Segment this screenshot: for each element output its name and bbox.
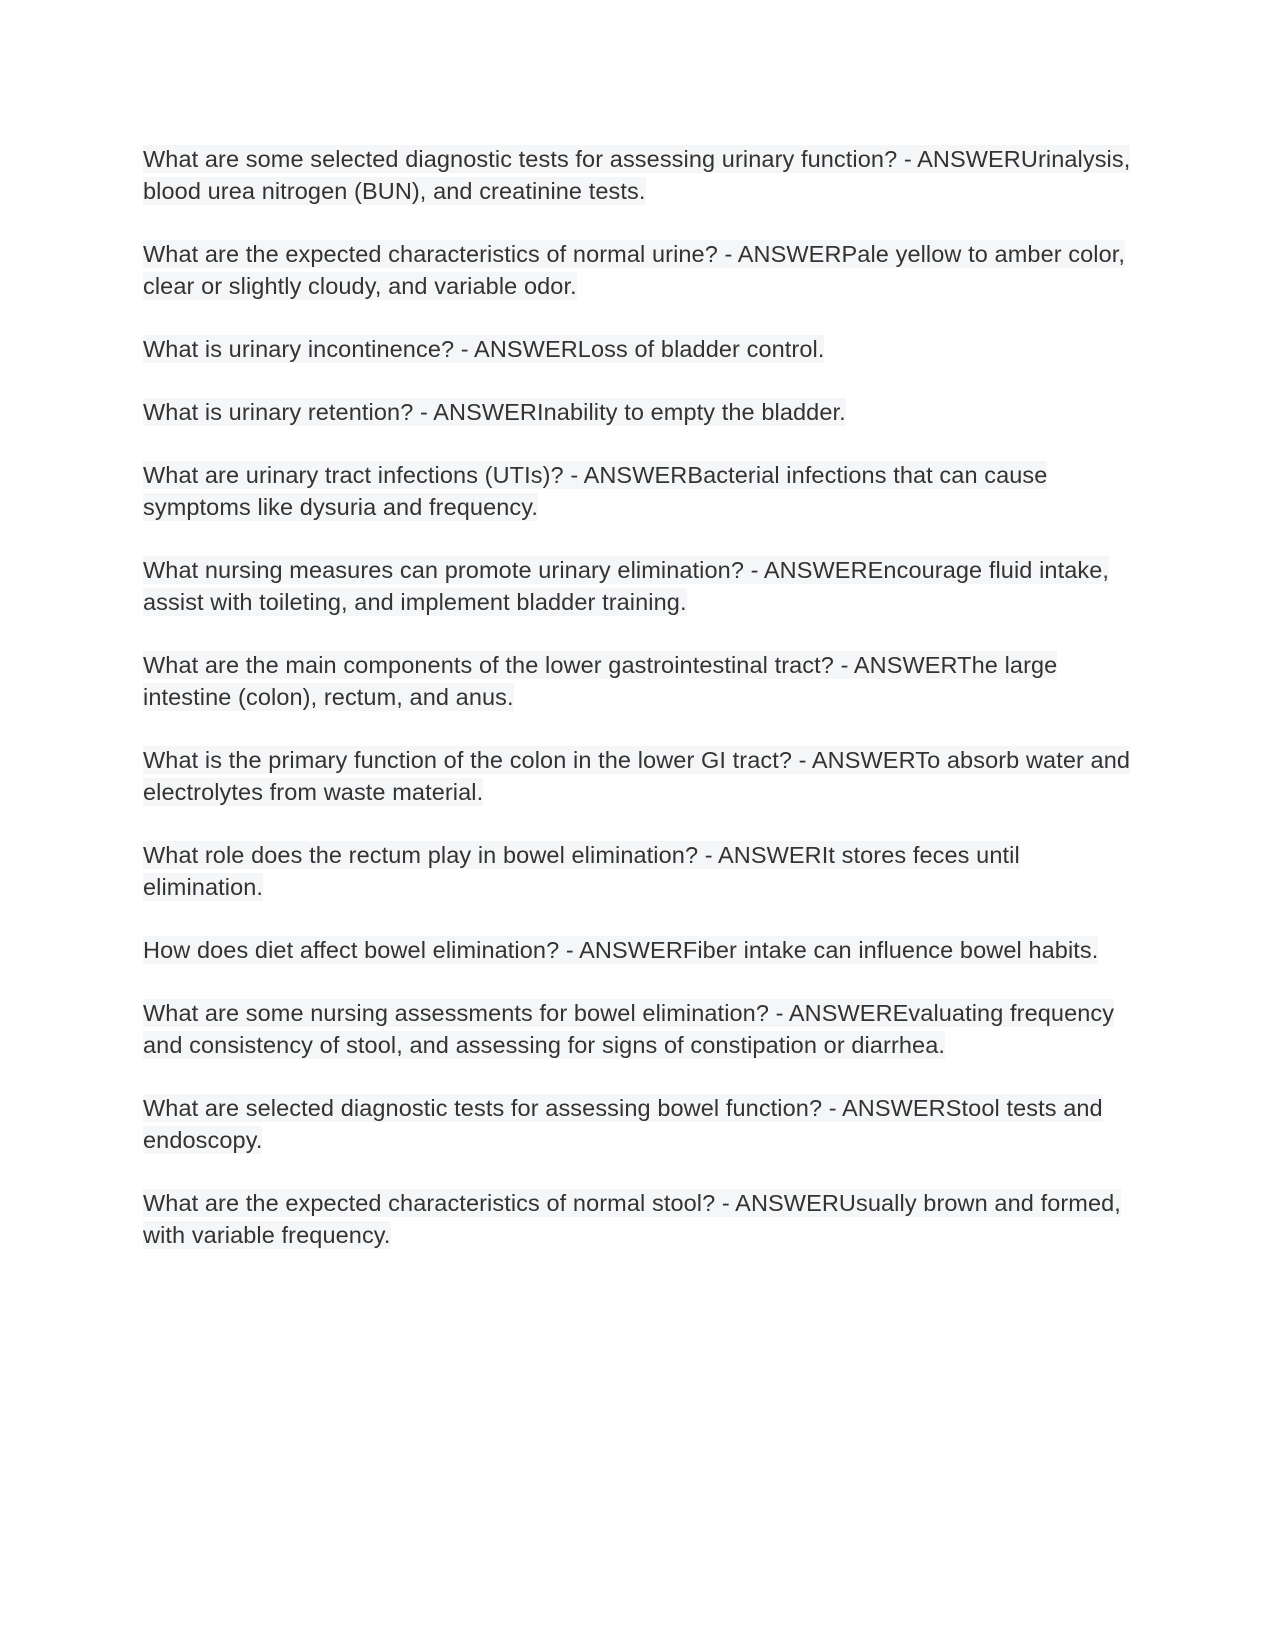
- qa-paragraph: [143, 554, 1135, 618]
- qa-paragraph: [143, 997, 1135, 1061]
- qa-paragraph: [143, 839, 1135, 903]
- qa-text: What role does the rectum play in bowel elimination? - ANSWERIt stores feces until elimination.: [143, 842, 1020, 900]
- qa-text: What are selected diagnostic tests for assessing bowel function? - ANSWERStool tests and endoscopy.: [143, 1095, 1103, 1153]
- qa-paragraph: [143, 649, 1135, 713]
- qa-text: What is urinary incontinence? - ANSWERLoss of bladder control.: [143, 336, 825, 362]
- qa-paragraph: [143, 396, 1135, 428]
- qa-paragraph: [143, 238, 1135, 302]
- qa-paragraph: [143, 333, 1135, 365]
- qa-paragraph: [143, 1187, 1135, 1251]
- qa-list: [143, 143, 1135, 1251]
- qa-text: What nursing measures can promote urinary elimination? - ANSWEREncourage fluid intake, assist with toileting, and implement bladder training.: [143, 557, 1110, 615]
- qa-text: What are urinary tract infections (UTIs)? - ANSWERBacterial infections that can cause symptoms like dysuria and frequency.: [143, 462, 1048, 520]
- qa-text: What is urinary retention? - ANSWERInability to empty the bladder.: [143, 399, 846, 425]
- qa-paragraph: [143, 1092, 1135, 1156]
- qa-text: What are the expected characteristics of normal urine? - ANSWERPale yellow to amber color, clear or slightly cloudy, and variable odor.: [143, 241, 1126, 299]
- qa-paragraph: [143, 934, 1135, 966]
- qa-paragraph: [143, 143, 1135, 207]
- qa-text: What are the expected characteristics of normal stool? - ANSWERUsually brown and formed, with variable frequency.: [143, 1190, 1121, 1248]
- qa-text: What is the primary function of the colon in the lower GI tract? - ANSWERTo absorb water and electrolytes from waste material.: [143, 747, 1131, 805]
- qa-text: What are some nursing assessments for bowel elimination? - ANSWEREvaluating frequency and consistency of stool, and assessing for signs of constipation or diarrhea.: [143, 1000, 1115, 1058]
- qa-paragraph: [143, 744, 1135, 808]
- qa-text: How does diet affect bowel elimination? - ANSWERFiber intake can influence bowel habits.: [143, 937, 1099, 963]
- qa-paragraph: [143, 459, 1135, 523]
- qa-text: What are some selected diagnostic tests for assessing urinary function? - ANSWERUrinalysis, blood urea nitrogen (BUN), and creatinine tests.: [143, 146, 1131, 204]
- qa-text: What are the main components of the lower gastrointestinal tract? - ANSWERThe large intestine (colon), rectum, and anus.: [143, 652, 1058, 710]
